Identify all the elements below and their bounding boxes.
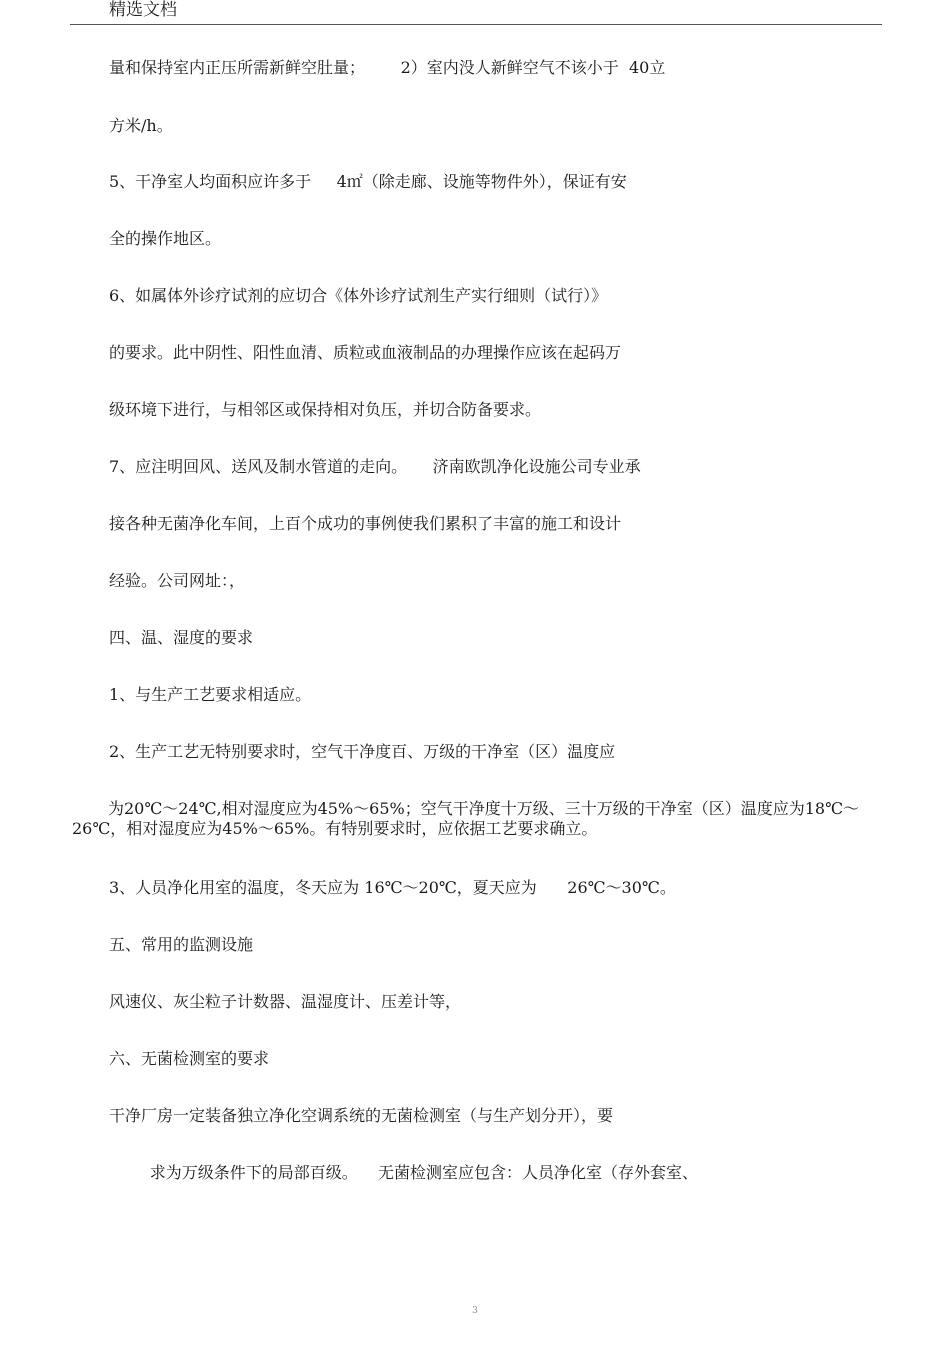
section-heading: 四、温、湿度的要求 bbox=[109, 628, 254, 647]
section-heading: 五、常用的监测设施 bbox=[109, 935, 254, 954]
header-rule bbox=[70, 24, 882, 25]
text-line: 全的操作地区。 bbox=[109, 229, 222, 248]
text-line: 方米/h。 bbox=[109, 116, 173, 135]
header-label: 精选文档 bbox=[109, 0, 177, 20]
text-line: 的要求。此中阴性、阳性血清、质粒或血液制品的办理操作应该在起码万 bbox=[109, 343, 622, 362]
text-line: 量和保持室内正压所需新鲜空肚量； 2）室内没人新鲜空气不该小于 40立 bbox=[109, 58, 666, 77]
section-heading: 六、无菌检测室的要求 bbox=[109, 1049, 270, 1068]
page-number: 3 bbox=[472, 1306, 478, 1316]
text-line: 1、与生产工艺要求相适应。 bbox=[109, 685, 312, 704]
text-line: 级环境下进行，与相邻区或保持相对负压，并切合防备要求。 bbox=[109, 400, 542, 419]
text-line: 3、人员净化用室的温度，冬天应为 16℃～20℃，夏天应为 26℃～30℃。 bbox=[109, 878, 676, 897]
text-line: 2、生产工艺无特别要求时，空气干净度百、万级的干净室（区）温度应 bbox=[109, 742, 616, 761]
text-line: 接各种无菌净化车间，上百个成功的事例使我们累积了丰富的施工和设计 bbox=[109, 514, 622, 533]
text-line: 经验。公司网址：， bbox=[109, 571, 246, 590]
text-line: 6、如属体外诊疗试剂的应切合《体外诊疗试剂生产实行细则（试行）》 bbox=[109, 286, 608, 305]
text-paragraph: 为20℃～24℃,相对湿度应为45%～65%；空气干净度十万级、三十万级的干净室（区）温度应为18℃～26℃，相对湿度应为45%～65%。有特别要求时，应依据工艺要求确立。 bbox=[72, 799, 859, 838]
text-line: 求为万级条件下的局部百级。 无菌检测室应包含：人员净化室（存外套室、 bbox=[109, 1163, 699, 1182]
text-line: 7、应注明回风、送风及制水管道的走向。 济南欧凯净化设施公司专业承 bbox=[109, 457, 641, 476]
text-line: 5、干净室人均面积应许多于 4㎡（除走廊、设施等物件外），保证有安 bbox=[109, 172, 627, 191]
text-line: 干净厂房一定装备独立净化空调系统的无菌检测室（与生产划分开），要 bbox=[109, 1106, 614, 1125]
text-line: 风速仪、灰尘粒子计数器、温湿度计、压差计等， bbox=[109, 992, 462, 1011]
